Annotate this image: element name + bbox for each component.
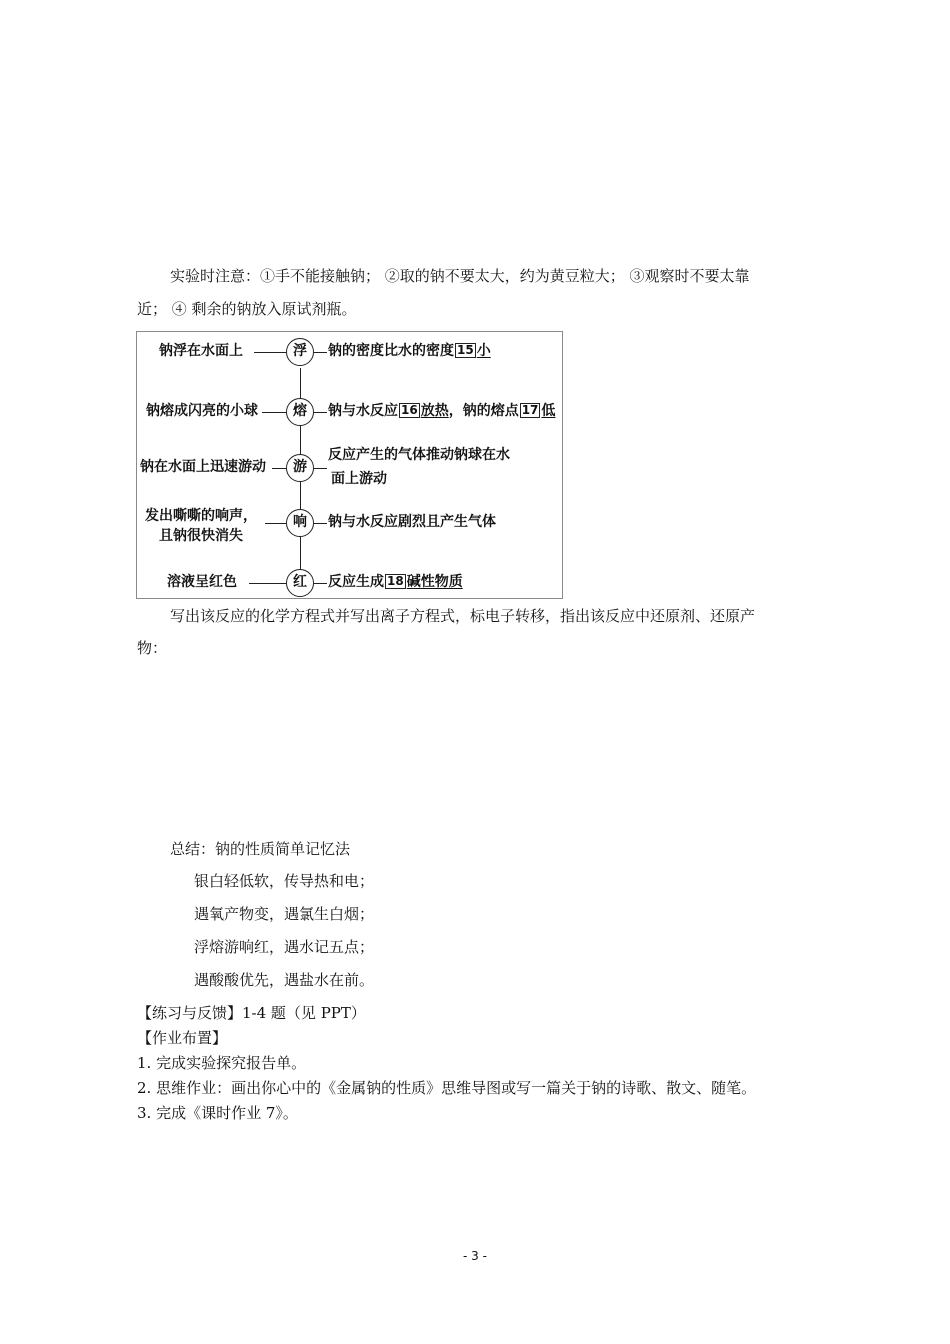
practice-feedback: 【练习与反馈】1-4 题（见 PPT）: [137, 1004, 366, 1022]
connector-right: [314, 583, 327, 584]
answer-text: 小: [476, 343, 491, 359]
explanation-label-line-1: 反应产生的气体推动钠球在水: [328, 447, 510, 463]
phenomenon-label-line-1: 发出嘶嘶的响声，: [145, 508, 257, 524]
blank-number: 15: [457, 343, 474, 357]
homework-item: 2. 思维作业：画出你心中的《金属钠的性质》思维导图或写一篇关于钠的诗歌、散文、随笔。: [137, 1079, 757, 1097]
phenomenon-label: 钠熔成闪亮的小球: [146, 403, 258, 419]
phenomenon-label: 溶液呈红色: [167, 574, 237, 590]
explanation-label: [328, 573, 463, 592]
answer-text: 碱性物质: [406, 574, 463, 590]
connector-right: [314, 412, 327, 413]
connector-left: [254, 352, 286, 353]
node-float: 浮: [286, 338, 314, 366]
summary-verse: 银白轻低软，传导热和电；: [194, 872, 375, 890]
connector-right: [314, 352, 327, 353]
phenomenon-label: 钠浮在水面上: [159, 343, 243, 359]
phenomenon-label-line-2: 且钠很快消失: [159, 528, 243, 544]
page-number: - 3 -: [463, 1249, 487, 1263]
task-line-2: 物：: [137, 639, 168, 657]
summary-title: 总结：钠的性质简单记忆法: [170, 840, 351, 858]
connector-left: [262, 412, 286, 413]
summary-verse: 遇氧产物变，遇氯生白烟；: [194, 905, 375, 923]
summary-verse: 遇酸酸优先，遇盐水在前。: [194, 971, 375, 989]
connector-left: [249, 583, 286, 584]
explanation-text: ，钠的熔点: [448, 403, 519, 419]
explanation-label: 钠与水反应剧烈且产生气体: [328, 514, 496, 530]
connector-right: [314, 523, 327, 524]
note-line-1: 实验时注意：①手不能接触钠； ②取的钠不要太大，约为黄豆粒大； ③观察时不要太靠: [170, 267, 750, 285]
sodium-water-reaction-diagram: [136, 331, 563, 599]
note-line-2: 近； ④ 剩余的钠放入原试剂瓶。: [137, 300, 357, 318]
homework-heading: 【作业布置】: [137, 1029, 228, 1047]
homework-item: 3. 完成《课时作业 7》。: [137, 1104, 298, 1122]
answer-text: 低: [541, 403, 556, 419]
phenomenon-label: 钠在水面上迅速游动: [140, 459, 266, 475]
task-line-1: 写出该反应的化学方程式并写出离子方程式，标电子转移，指出该反应中还原剂、还原产: [170, 607, 756, 625]
blank-number: 18: [387, 574, 404, 588]
blank-number: 16: [401, 403, 418, 417]
explanation-label: [328, 342, 491, 361]
connector-right: [314, 468, 327, 469]
connector-left: [265, 523, 286, 524]
explanation-label: [328, 402, 555, 421]
explanation-text: 钠的密度比水的密度: [328, 343, 454, 359]
node-melt: 熔: [286, 398, 314, 426]
summary-verse: 浮熔游响红，遇水记五点；: [194, 938, 375, 956]
node-sound: 响: [286, 509, 314, 537]
node-swim: 游: [286, 454, 314, 482]
explanation-text: 钠与水反应: [328, 403, 398, 419]
node-red: 红: [286, 569, 314, 597]
answer-text: 放热: [420, 403, 449, 419]
homework-item: 1. 完成实验探究报告单。: [137, 1054, 307, 1072]
connector-left: [272, 468, 286, 469]
blank-number: 17: [521, 403, 539, 417]
explanation-label-line-2: 面上游动: [331, 471, 387, 487]
explanation-text: 反应生成: [328, 574, 384, 590]
